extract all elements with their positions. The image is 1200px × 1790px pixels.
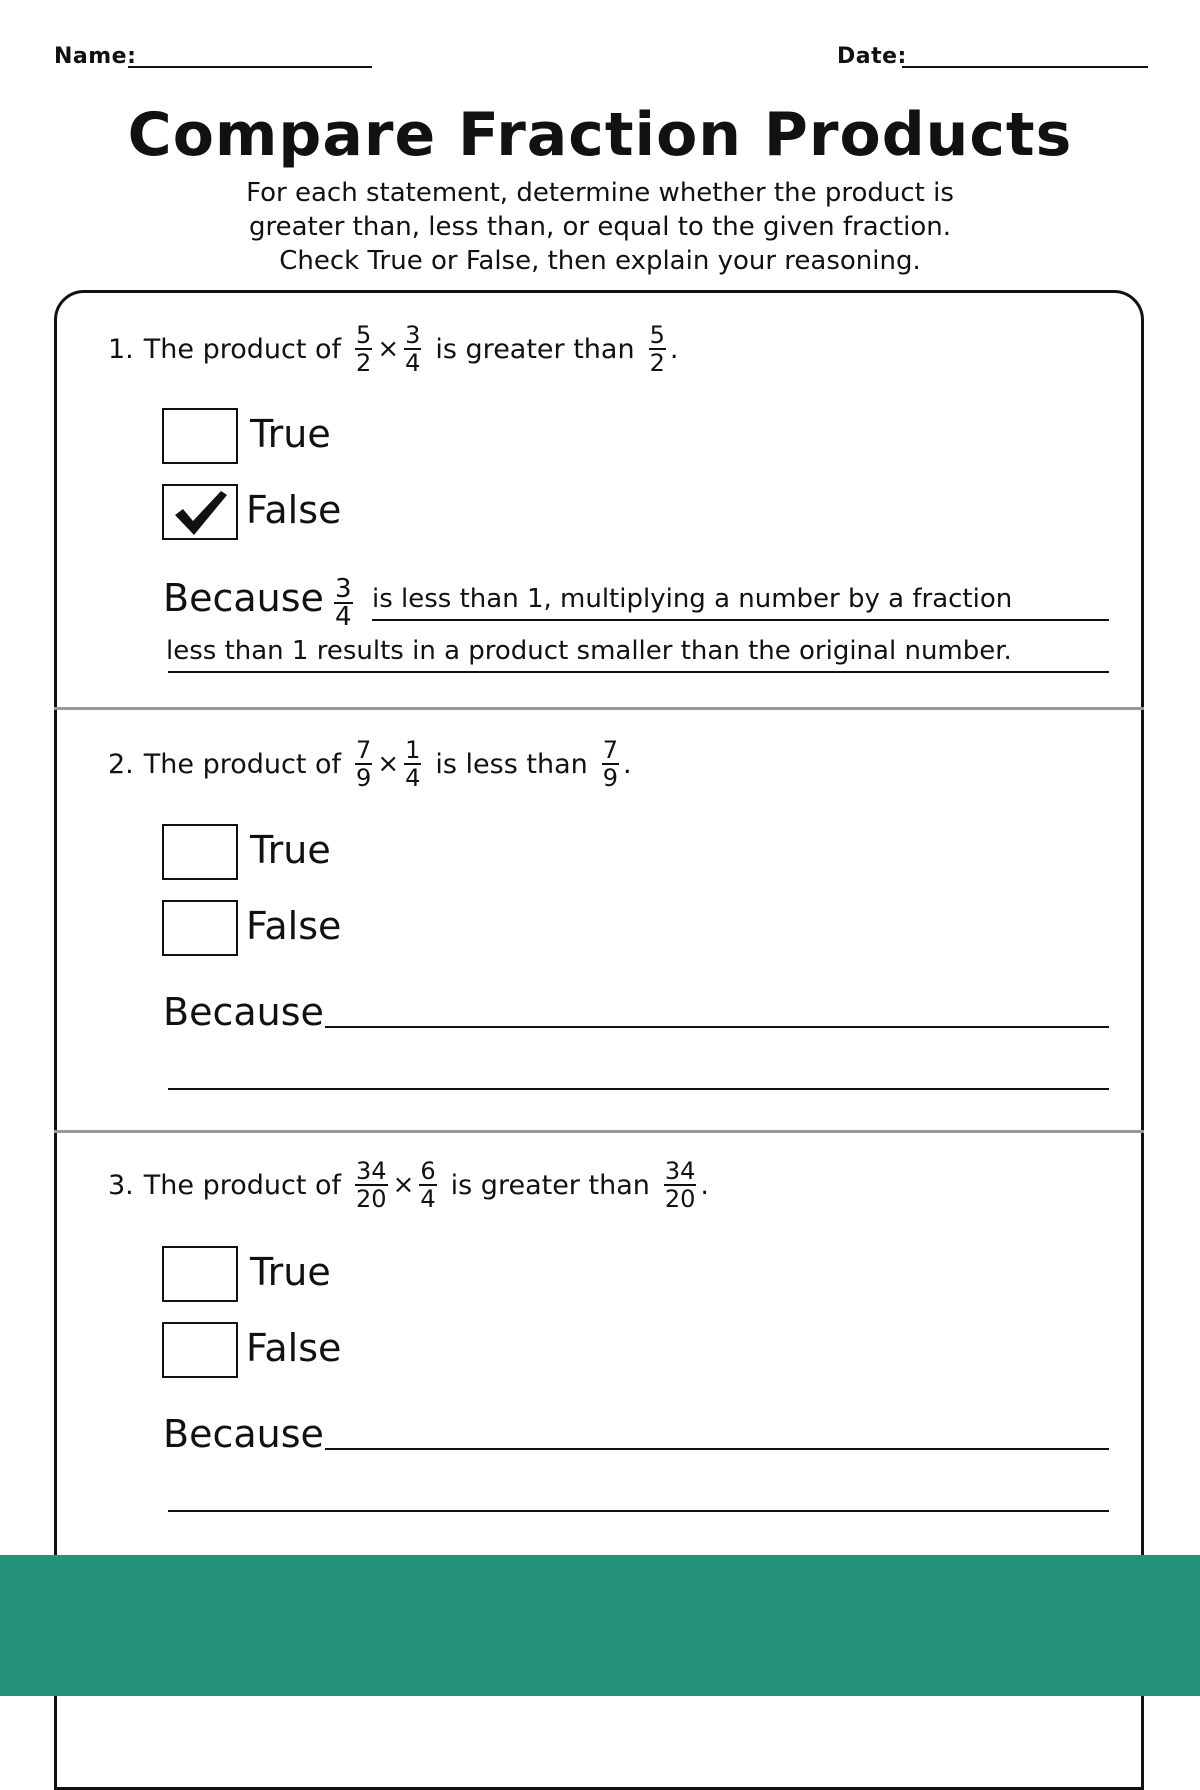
q3-false-checkbox[interactable] <box>162 1322 238 1378</box>
fraction: $\frac{7}{9}$ <box>602 736 619 792</box>
fraction: $\frac{34}{20}$ <box>664 1157 696 1213</box>
checkmark-icon <box>169 487 231 537</box>
q2-false-checkbox[interactable] <box>162 900 238 956</box>
fraction: $\frac{1}{4}$ <box>405 736 421 792</box>
date-label: Date: <box>837 44 907 69</box>
fraction: $\frac{34}{20}$ <box>356 1157 387 1213</box>
q3-because-label: Because <box>163 1412 324 1456</box>
q1-answer-fraction: $\frac{3}{4}$ <box>335 574 352 632</box>
q3-true-label: True <box>250 1250 331 1294</box>
q1-answer-line-1[interactable]: is less than 1, multiplying a number by a fraction <box>372 584 1013 614</box>
instruction-line: For each statement, determine whether the product is <box>246 178 954 208</box>
times-sign: × <box>377 749 400 779</box>
q1-false-label: False <box>246 488 342 532</box>
q3-true-checkbox[interactable] <box>162 1246 238 1302</box>
footer-band <box>0 1555 1200 1696</box>
relation-text: is less than <box>435 748 588 780</box>
section-divider <box>54 1130 1144 1133</box>
question-text: The product of <box>143 1169 342 1201</box>
q2-true-checkbox[interactable] <box>162 824 238 880</box>
name-label: Name: <box>54 44 137 69</box>
q2-because-label: Because <box>163 990 324 1034</box>
q1-because-label: Because <box>163 576 324 620</box>
fraction: $\frac{3}{4}$ <box>405 321 421 377</box>
q3-false-label: False <box>246 1326 342 1370</box>
fraction: $\frac{5}{2}$ <box>649 321 665 377</box>
q2-answer-line-1[interactable] <box>325 1026 1109 1028</box>
date-field[interactable] <box>902 66 1148 68</box>
q1-false-checkbox[interactable] <box>162 484 238 540</box>
instruction-line: Check True or False, then explain your reasoning. <box>279 246 921 276</box>
question-text: The product of <box>143 748 342 780</box>
q1-true-label: True <box>250 412 331 456</box>
question-number: 1. <box>108 333 134 365</box>
page-title: Compare Fraction Products <box>127 100 1073 170</box>
question-number: 3. <box>108 1169 134 1201</box>
question-1-statement: 1. The product of $\frac{5}{2}$ × $\frac{3}{4}$ is greater than $\frac{5}{2}$ . <box>108 321 679 377</box>
question-2-statement: 2. The product of $\frac{7}{9}$ × $\frac{1}{4}$ is less than $\frac{7}{9}$ . <box>108 736 632 792</box>
question-number: 2. <box>108 748 134 780</box>
fraction: $\frac{5}{2}$ <box>356 321 372 377</box>
question-text: The product of <box>143 333 342 365</box>
instruction-line: greater than, less than, or equal to the given fraction. <box>248 212 952 242</box>
section-divider <box>54 707 1144 710</box>
q3-answer-line-1[interactable] <box>325 1448 1109 1450</box>
q1-true-checkbox[interactable] <box>162 408 238 464</box>
times-sign: × <box>392 1170 415 1200</box>
fraction: $\frac{7}{9}$ <box>356 736 372 792</box>
q1-answer-line-2[interactable]: less than 1 results in a product smaller than the original number. <box>166 636 1012 666</box>
relation-text: is greater than <box>435 333 635 365</box>
relation-text: is greater than <box>450 1169 650 1201</box>
fraction: $\frac{6}{4}$ <box>420 1157 436 1213</box>
times-sign: × <box>377 334 400 364</box>
q2-true-label: True <box>250 828 331 872</box>
instructions <box>0 176 1200 278</box>
q3-answer-line-2[interactable] <box>168 1510 1109 1512</box>
q2-false-label: False <box>246 904 342 948</box>
answer-line <box>372 619 1109 621</box>
q2-answer-line-2[interactable] <box>168 1088 1109 1090</box>
question-3-statement: 3. The product of $\frac{34}{20}$ × $\frac{6}{4}$ is greater than $\frac{34}{20}$ . <box>108 1157 709 1213</box>
answer-line <box>168 671 1109 673</box>
name-field[interactable] <box>128 66 372 68</box>
